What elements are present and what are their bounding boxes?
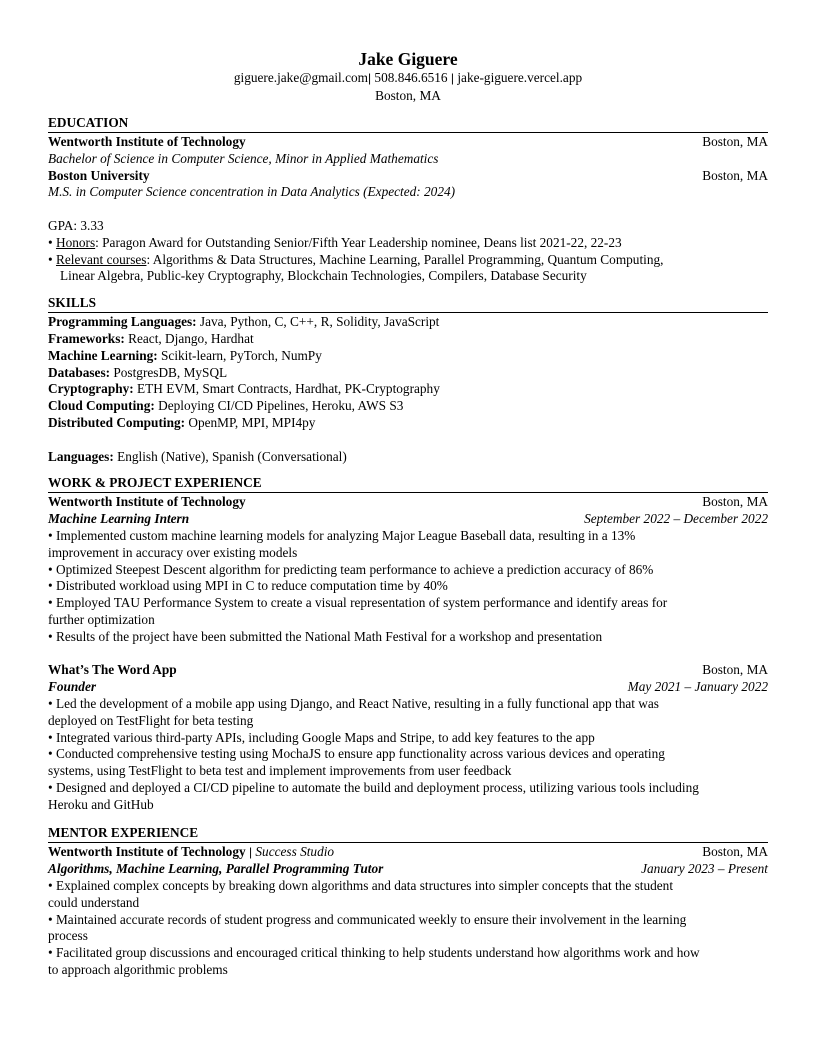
- education-school-row: [48, 134, 768, 151]
- mentor-bullet: process: [48, 928, 88, 944]
- separator: |: [367, 71, 372, 85]
- experience-role: Machine Learning Intern: [48, 511, 190, 527]
- skill-label: Cryptography:: [48, 381, 134, 397]
- honors-text: : Paragon Award for Outstanding Senior/Fifth Year Leadership nominee, Deans list 2021-22, 22-23: [95, 234, 622, 250]
- separator: |: [450, 71, 455, 85]
- school-name: Wentworth Institute of Technology: [48, 134, 246, 149]
- languages-value: English (Native), Spanish (Conversational): [113, 448, 347, 464]
- mentor-dates: January 2023 – Present: [641, 861, 768, 877]
- experience-bullet: • Implemented custom machine learning models for analyzing Major League Baseball data, resulting in a 13%: [48, 527, 636, 543]
- section-title-experience: WORK & PROJECT EXPERIENCE: [48, 475, 768, 493]
- skill-label: Frameworks:: [48, 330, 125, 346]
- courses-label: Relevant courses: [55, 251, 147, 267]
- section-title-education: EDUCATION: [48, 115, 768, 133]
- experience-org: What’s The Word App: [48, 662, 177, 678]
- bullet: •: [48, 234, 53, 250]
- school-degree: Bachelor of Science in Computer Science, Minor in Applied Mathematics: [48, 150, 439, 166]
- education-school-row: [48, 168, 768, 185]
- mentor-org-row: [48, 844, 768, 861]
- experience-bullet: • Led the development of a mobile app using Django, and React Native, resulting in a fully functional app that was: [48, 695, 659, 711]
- bullet: •: [48, 251, 53, 267]
- experience-bullet: systems, using TestFlight to beta test and implement improvements from user feedback: [48, 763, 512, 779]
- skill-item: [48, 381, 768, 398]
- experience-bullet: • Optimized Steepest Descent algorithm for predicting team performance to achieve a prediction accuracy of 86%: [48, 561, 654, 577]
- experience-bullet: further optimization: [48, 611, 155, 627]
- courses-line-continued: Linear Algebra, Public-key Cryptography, Blockchain Technologies, Compilers, Database Security: [60, 268, 587, 284]
- experience-location: Boston, MA: [702, 494, 768, 510]
- languages-item: [48, 449, 768, 466]
- courses-text: : Algorithms & Data Structures, Machine Learning, Parallel Programming, Quantum Computing,: [146, 251, 664, 267]
- experience-role: Founder: [48, 679, 97, 695]
- mentor-bullet: • Explained complex concepts by breaking down algorithms and data structures into simpler concepts that the student: [48, 878, 674, 894]
- email: giguere.jake@gmail.com: [233, 70, 368, 85]
- skill-value: React, Django, Hardhat: [124, 330, 254, 346]
- skill-label: Programming Languages:: [48, 314, 197, 330]
- separator: |: [248, 845, 253, 860]
- skill-item: [48, 415, 768, 432]
- section-title-skills: SKILLS: [48, 295, 768, 313]
- school-degree: M.S. in Computer Science concentration in Data Analytics (Expected: 2024): [48, 184, 456, 200]
- mentor-location: Boston, MA: [702, 844, 768, 860]
- experience-bullet: • Integrated various third-party APIs, including Google Maps and Stripe, to add key features to the app: [48, 729, 595, 745]
- experience-role-row: [48, 511, 768, 528]
- experience-bullet: • Designed and deployed a CI/CD pipeline to automate the build and deployment process, utilizing various tools including: [48, 779, 699, 795]
- gpa: GPA: 3.33: [48, 217, 104, 233]
- section-title-mentor: MENTOR EXPERIENCE: [48, 825, 768, 843]
- experience-bullet: • Employed TAU Performance System to create a visual representation of system performance and identify areas for: [48, 595, 668, 611]
- mentor-org-group: [48, 844, 334, 861]
- experience-org: Wentworth Institute of Technology: [48, 494, 246, 510]
- candidate-name: Jake Giguere: [358, 49, 458, 69]
- mentor-bullet: to approach algorithmic problems: [48, 962, 228, 978]
- resume-header: [48, 49, 768, 104]
- mentor-sub-org: Success Studio: [255, 844, 335, 860]
- experience-org-row: [48, 494, 768, 511]
- skill-value: Deploying CI/CD Pipelines, Heroku, AWS S3: [154, 398, 404, 414]
- skill-item: [48, 331, 768, 348]
- skills-list: [48, 314, 768, 432]
- skill-value: Java, Python, C, C++, R, Solidity, JavaScript: [196, 314, 440, 330]
- website: jake-giguere.vercel.app: [457, 70, 583, 85]
- skill-item: [48, 365, 768, 382]
- phone: 508.846.6516: [374, 70, 448, 85]
- experience-entry: [48, 662, 768, 813]
- skill-value: OpenMP, MPI, MPI4py: [185, 414, 316, 430]
- experience-role-row: [48, 679, 768, 696]
- experience-bullet: • Distributed workload using MPI in C to reduce computation time by 40%: [48, 578, 448, 594]
- mentor-bullet: could understand: [48, 894, 140, 910]
- mentor-role: Algorithms, Machine Learning, Parallel Programming Tutor: [48, 861, 384, 877]
- candidate-location: Boston, MA: [375, 88, 441, 103]
- experience-bullet: deployed on TestFlight for beta testing: [48, 712, 254, 728]
- experience-org-row: [48, 662, 768, 679]
- skill-label: Machine Learning:: [48, 347, 158, 363]
- experience-bullet: Heroku and GitHub: [48, 796, 154, 812]
- contact-line: [48, 69, 768, 87]
- experience-bullet: • Conducted comprehensive testing using MochaJS to ensure app functionality across various devices and operating: [48, 746, 665, 762]
- skill-item: [48, 398, 768, 415]
- skill-value: PostgresDB, MySQL: [110, 364, 228, 380]
- skill-label: Databases:: [48, 364, 111, 380]
- skill-label: Cloud Computing:: [48, 398, 155, 414]
- mentor-bullet: • Maintained accurate records of student progress and communicated weekly to ensure their involvement in the learning: [48, 911, 687, 927]
- experience-entry: [48, 494, 768, 645]
- experience-bullet: improvement in accuracy over existing models: [48, 544, 298, 560]
- honors-line: [48, 235, 768, 252]
- skill-item: [48, 348, 768, 365]
- experience-bullet: • Results of the project have been submitted the National Math Festival for a workshop and presentation: [48, 628, 603, 644]
- mentor-org: Wentworth Institute of Technology: [48, 844, 246, 860]
- experience-location: Boston, MA: [702, 662, 768, 678]
- resume-content: [48, 49, 768, 979]
- skill-label: Distributed Computing:: [48, 414, 186, 430]
- honors-label: Honors: [55, 234, 96, 250]
- school-location: Boston, MA: [702, 134, 768, 149]
- skill-item: [48, 314, 768, 331]
- experience-dates: May 2021 – January 2022: [627, 679, 768, 695]
- skill-value: ETH EVM, Smart Contracts, Hardhat, PK-Cryptography: [133, 381, 440, 397]
- courses-line: [48, 252, 768, 269]
- mentor-role-row: [48, 861, 768, 878]
- skill-value: Scikit-learn, PyTorch, NumPy: [157, 347, 322, 363]
- languages-label: Languages:: [48, 448, 114, 464]
- school-name: Boston University: [48, 167, 150, 183]
- mentor-bullet: • Facilitated group discussions and encouraged critical thinking to help students understand how algorithms work and how: [48, 945, 700, 961]
- school-location: Boston, MA: [702, 167, 768, 183]
- experience-dates: September 2022 – December 2022: [584, 511, 768, 527]
